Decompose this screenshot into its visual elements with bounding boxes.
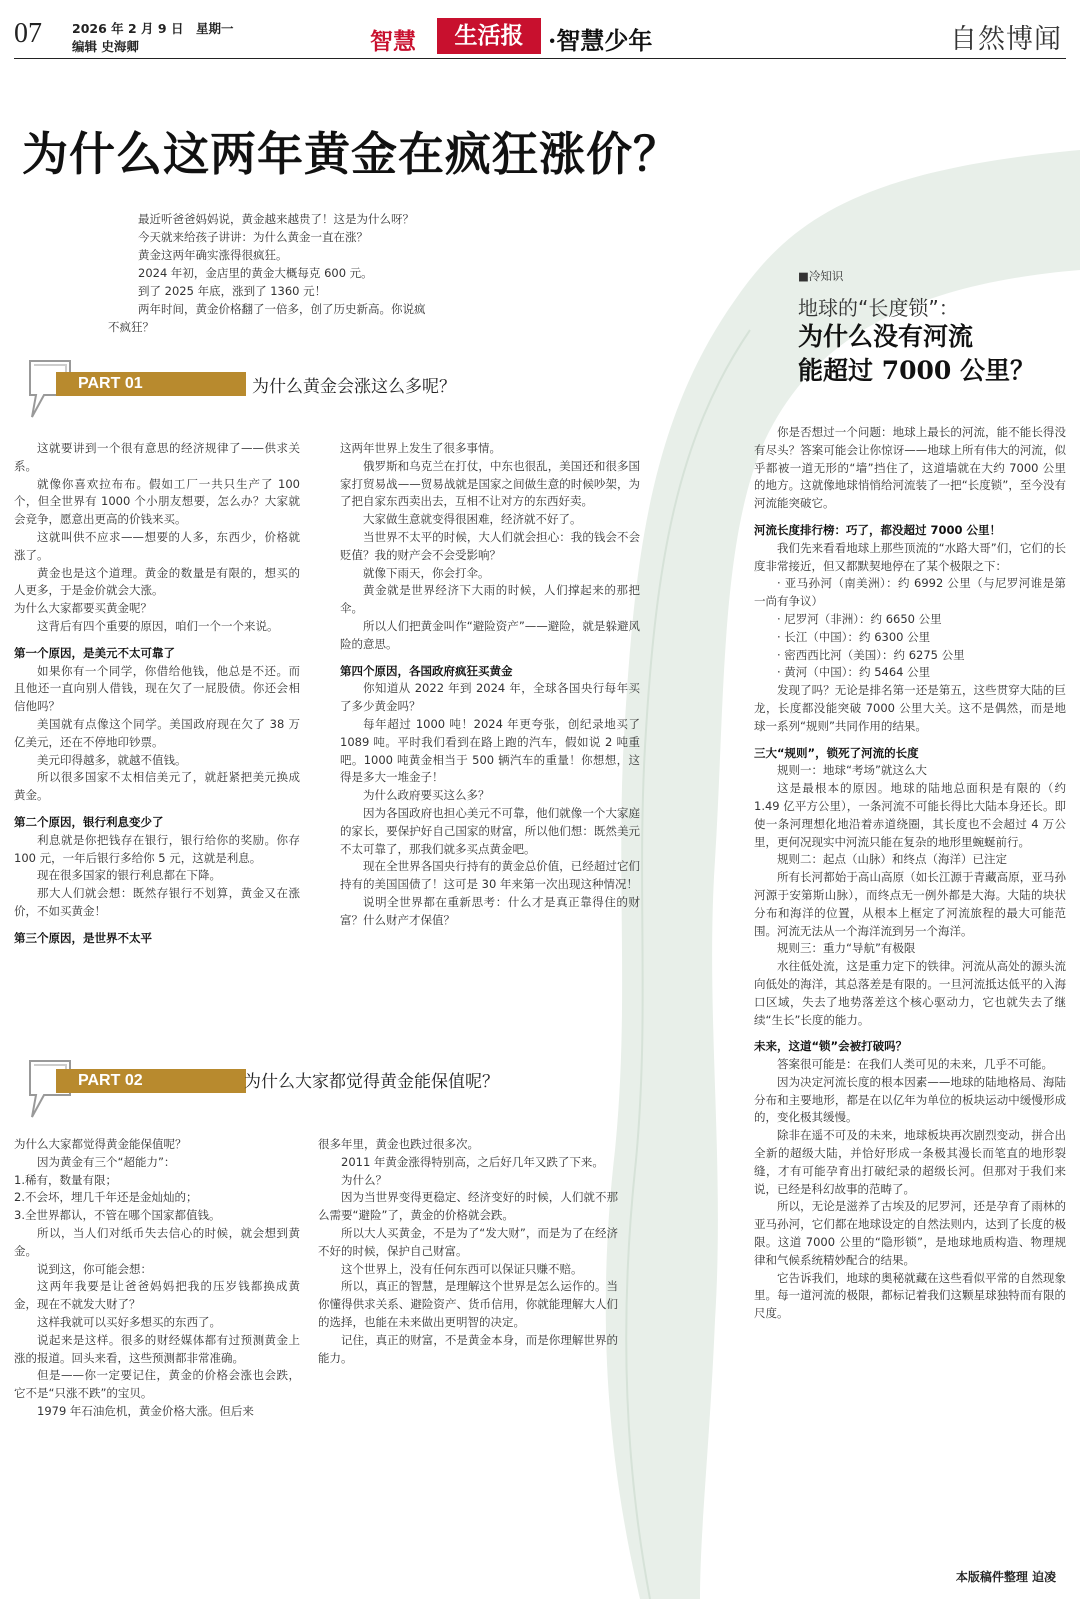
paragraph: 1979 年石油危机，黄金价格大涨。但后来 xyxy=(37,1403,254,1418)
sidebar-kicker: 地球的“长度锁”： xyxy=(798,296,959,320)
subheading: 未来，这道“锁”会被打破吗？ xyxy=(754,1039,908,1054)
paragraph: 规则三：重力“导航”有极限 xyxy=(777,941,916,956)
paragraph: 规则一：地球“考场”就这么大 xyxy=(777,763,927,778)
paragraph: 美国就有点像这个同学。美国政府现在欠了 38 万亿美元，还在不停地印钞票。 xyxy=(14,716,300,749)
paragraph: · 长江（中国）：约 6300 公里 xyxy=(777,629,931,644)
subheading: 三大“规则”，锁死了河流的长度 xyxy=(754,745,919,760)
paragraph: · 密西西比河（美国）：约 6275 公里 xyxy=(777,647,965,662)
paragraph: 所以大人买黄金，不是为了“发大财”，而是为了在经济不好的时候，保护自己财富。 xyxy=(318,1225,618,1258)
paragraph: · 亚马孙河（南美洲）：约 6992 公里（与尼罗河谁是第一尚有争议） xyxy=(754,576,1066,609)
paragraph: 说起来是这样。很多的财经媒体都有过预测黄金上涨的报道。回头来看，这些预测都非常准确。 xyxy=(14,1332,300,1365)
paragraph: 如果你有一个同学，你借给他钱，他总是不还。而且他还一直向别人借钱，现在欠了一屁股债。你还会相信他吗？ xyxy=(14,663,300,714)
page-credit: 本版稿件整理 迫凌 xyxy=(955,1570,1056,1584)
part-01-heading: 为什么黄金会涨这么多呢？ xyxy=(252,377,456,397)
paragraph: 所以人们把黄金叫作“避险资产”——避险，就是躲避风险的意思。 xyxy=(340,618,640,651)
part-02-column-2 xyxy=(318,1136,618,1367)
paragraph: 除非在遥不可及的未来，地球板块再次剧烈变动，拼合出全新的超级大陆，并恰好形成一条极其漫长而笔直的地形裂缝，才有可能孕育出打破纪录的超级长河。但那对于我们来说，已经是科幻故事的范畴了。 xyxy=(754,1128,1066,1196)
sidebar-title xyxy=(798,320,1035,388)
paragraph: 为什么？ xyxy=(341,1172,387,1187)
paragraph: 2011 年黄金涨得特别高，之后好几年又跌了下来。 xyxy=(341,1154,604,1169)
part-02-heading: 为什么大家都觉得黄金能保值呢？ xyxy=(244,1072,499,1092)
paragraph: 现在很多国家的银行利息都在下降。 xyxy=(37,868,221,883)
paragraph: 因为当世界变得更稳定、经济变好的时候，人们就不那么需要“避险”了，黄金的价格就会跌。 xyxy=(318,1190,618,1223)
sidebar-tag: ■冷知识 xyxy=(798,269,844,283)
paragraph: 这个世界上，没有任何东西可以保证只赚不赔。 xyxy=(341,1261,583,1276)
intro-line: 2024 年初，金店里的黄金大概每克 600 元。 xyxy=(138,266,373,280)
paragraph: 这是最根本的原因。地球的陆地总面积是有限的（约 1.49 亿平方公里），一条河流不可能长得比大陆本身还长。即使一条河理想化地沿着赤道绕圈，其长度也不会超过 4 万公里，更何况现实中河流只能在复杂的地形里蜿蜒前行。 xyxy=(754,781,1066,849)
part-02-label: PART 02 xyxy=(56,1069,246,1093)
paragraph: 2.不会坏，埋几千年还是金灿灿的； xyxy=(14,1190,198,1205)
paragraph: 我们先来看看地球上那些顶流的“水路大哥”们，它们的长度非常接近，但又都默契地停在了某个极限之下： xyxy=(754,540,1066,573)
page-number: 07 xyxy=(14,18,42,49)
paragraph: 所以，当人们对纸币失去信心的时候，就会想到黄金。 xyxy=(14,1225,300,1258)
paragraph: · 黄河（中国）：约 5464 公里 xyxy=(777,665,931,680)
paragraph: 3.全世界都认，不管在哪个国家都值钱。 xyxy=(14,1208,221,1223)
masthead-logo: 生活报 xyxy=(437,18,541,54)
subheading: 第四个原因，各国政府疯狂买黄金 xyxy=(340,663,513,678)
paragraph: 所以，无论是滋养了古埃及的尼罗河，还是孕育了雨林的亚马孙河，它们都在地球设定的自然法则内，达到了长度的极限。这道 7000 公里的“隐形锁”，是地球地质构造、物理规律和气候系统精妙配合的结果。 xyxy=(754,1199,1066,1267)
paragraph: 大家做生意就变得很困难，经济就不好了。 xyxy=(363,512,582,527)
paragraph: 就像下雨天，你会打伞。 xyxy=(363,565,490,580)
paragraph: · 尼罗河（非洲）：约 6650 公里 xyxy=(777,611,942,626)
issue-date: 2026 年 2 月 9 日 星期一 xyxy=(72,21,234,36)
paragraph: 这就要讲到一个很有意思的经济规律了——供求关系。 xyxy=(14,441,300,473)
paragraph: 为什么大家都要买黄金呢？ xyxy=(14,601,152,616)
paragraph: 答案很可能是：在我们人类可见的未来，几乎不可能。 xyxy=(777,1057,1053,1072)
paragraph: 这就叫供不应求——想要的人多，东西少，价格就涨了。 xyxy=(14,529,300,562)
subheading: 第二个原因，银行利息变少了 xyxy=(14,814,164,829)
paragraph: 当世界不太平的时候，大人们就会担心：我的钱会不会贬值？我的财产会不会受影响？ xyxy=(340,529,640,562)
part-02-column-1 xyxy=(14,1136,300,1421)
paragraph: 就像你喜欢拉布布。假如工厂一共只生产了 100 个，但全世界有 1000 个小朋友想要，怎么办？大家就会竞争，愿意出更高的价钱来买。 xyxy=(14,476,300,527)
paragraph: 水往低处流，这是重力定下的铁律。河流从高处的源头流向低处的海洋，其总落差是有限的。一旦河流抵达低平的入海口区域，失去了地势落差这个核心驱动力，它也就失去了继续“生长”长度的能力。 xyxy=(754,959,1066,1027)
paragraph: 因为各国政府也担心美元不可靠，他们就像一个大家庭的家长，要保护好自己国家的财富，所以他们想：既然美元不太可靠了，那我们就多买点黄金吧。 xyxy=(340,805,640,856)
paragraph: 现在全世界各国央行持有的黄金总价值，已经超过它们持有的美国国债了！这可是 30 年来第一次出现这种情况！ xyxy=(340,859,640,892)
paragraph: 因为黄金有三个“超能力”： xyxy=(37,1154,176,1169)
paragraph: 这背后有四个重要的原因，咱们一个一个来说。 xyxy=(37,618,279,633)
subheading: 河流长度排行榜：巧了，都没超过 7000 公里！ xyxy=(754,522,1002,537)
paragraph: 你是否想过一个问题：地球上最长的河流，能不能长得没有尽头？答案可能会让你惊讶——地球上所有伟大的河流，似乎都被一道无形的“墙”挡住了，这道墙就在大约 7000 公里的地方。这就像地球悄悄给河流装了一把“长度锁”，至今没有河流能突破它。 xyxy=(754,425,1066,511)
header-divider xyxy=(14,58,1066,59)
paragraph: 那大人们就会想：既然存银行不划算，黄金又在涨价，不如买黄金！ xyxy=(14,886,300,918)
paragraph: 所以，真正的智慧，是理解这个世界是怎么运作的。当你懂得供求关系、避险资产、货币信用，你就能理解大人们的选择，也能在未来做出更明智的决定。 xyxy=(318,1279,618,1329)
part-01-column-1 xyxy=(14,440,300,948)
intro-line: 黄金这两年确实涨得很疯狂。 xyxy=(138,248,288,262)
intro-line: 到了 2025 年底，涨到了 1360 元！ xyxy=(138,284,327,298)
paragraph: 为什么政府要买这么多？ xyxy=(363,788,490,803)
paragraph: 所以很多国家不太相信美元了，就赶紧把美元换成黄金。 xyxy=(14,770,300,803)
section-name: 自然博闻 xyxy=(950,24,1062,55)
paragraph: 1.稀有，数量有限； xyxy=(14,1172,117,1187)
paragraph: 黄金也是这个道理。黄金的数量是有限的，想买的人更多，于是金价就会大涨。 xyxy=(14,565,300,598)
part-01-column-2 xyxy=(340,440,640,930)
paragraph: 它告诉我们，地球的奥秘就藏在这些看似平常的自然现象里。每一道河流的极限，都标记着我们这颗星球独特而有限的尺度。 xyxy=(754,1270,1066,1321)
paragraph: 所有长河都始于高山高原（如长江源于青藏高原，亚马孙河源于安第斯山脉），而终点无一例外都是大海。大陆的块状分布和海洋的位置，从根本上框定了河流旅程的最大可能范围。河流无法从一个海洋流到另一个海洋。 xyxy=(754,870,1066,938)
subheading: 第一个原因，是美元不太可靠了 xyxy=(14,645,175,660)
sidebar-title-line: 能超过 7000 公里？ xyxy=(798,356,1035,385)
paragraph: 这样我就可以买好多想买的东西了。 xyxy=(37,1314,221,1329)
paragraph: 因为决定河流长度的根本因素——地球的陆地格局、海陆分布和主要地形，都是在以亿年为单位的板块运动中缓慢形成的，变化极其缓慢。 xyxy=(754,1074,1066,1125)
masthead-suffix: ·智慧少年 xyxy=(548,26,653,55)
paragraph: 说到这，你可能会想： xyxy=(37,1261,152,1276)
paragraph: 利息就是你把钱存在银行，银行给你的奖励。你存 100 元，一年后银行多给你 5 元，这就是利息。 xyxy=(14,832,300,865)
paragraph: 但是——你一定要记住，黄金的价格会涨也会跌，它不是“只涨不跌”的宝贝。 xyxy=(14,1368,300,1401)
part-01-label: PART 01 xyxy=(56,372,246,396)
paragraph: 每年超过 1000 吨！2024 年更夸张，创纪录地买了 1089 吨。平时我们看到在路上跑的汽车，假如说 2 吨重吧。1000 吨黄金相当于 500 辆汽车的重量！你想想，这得是多大一堆金子！ xyxy=(340,716,640,785)
paragraph: 记住，真正的财富，不是黄金本身，而是你理解世界的能力。 xyxy=(318,1332,618,1365)
paragraph: 这两年世界上发生了很多事情。 xyxy=(340,441,501,455)
intro-line: 今天就来给孩子讲讲：为什么黄金一直在涨？ xyxy=(138,230,368,244)
paragraph: 说明全世界都在重新思考：什么才是真正靠得住的财富？什么财产才保值？ xyxy=(340,894,640,927)
paragraph: 发现了吗？无论是排名第一还是第五，这些贯穿大陆的巨龙，长度都没能突破 7000 公里大关。这不是偶然，而是地球一系列“规则”共同作用的结果。 xyxy=(754,683,1066,733)
paragraph: 你知道从 2022 年到 2024 年，全球各国央行每年买了多少黄金吗？ xyxy=(340,681,640,714)
intro-line: 不疯狂？ xyxy=(108,320,154,334)
paragraph: 美元印得越多，就越不值钱。 xyxy=(37,752,187,767)
paragraph: 很多年里，黄金也跌过很多次。 xyxy=(318,1137,479,1151)
sidebar-body xyxy=(754,424,1066,1323)
page-title: 为什么这两年黄金在疯狂涨价？ xyxy=(22,127,680,181)
paragraph: 为什么大家都觉得黄金能保值呢？ xyxy=(14,1137,187,1151)
paragraph: 俄罗斯和乌克兰在打仗，中东也很乱，美国还和很多国家打贸易战——贸易战就是国家之间做生意的时候吵架，为了把自家东西卖出去，互相不让对方的东西好卖。 xyxy=(340,458,640,509)
paragraph: 黄金就是世界经济下大雨的时候，人们撑起来的那把伞。 xyxy=(340,583,640,616)
masthead-prefix: 智慧 xyxy=(370,28,416,54)
editor-credit: 编辑 史海卿 xyxy=(72,39,139,54)
subheading: 第三个原因，是世界不太平 xyxy=(14,930,152,945)
intro-line: 两年时间，黄金价格翻了一倍多，创了历史新高。你说疯 xyxy=(138,302,426,316)
intro-paragraph xyxy=(108,210,468,336)
paragraph: 这两年我要是让爸爸妈妈把我的压岁钱都换成黄金，现在不就发大财了？ xyxy=(14,1279,300,1312)
intro-line: 最近听爸爸妈妈说，黄金越来越贵了！这是为什么呀？ xyxy=(138,212,414,226)
sidebar-title-line: 为什么没有河流 xyxy=(798,322,974,351)
paragraph: 规则二：起点（山脉）和终点（海洋）已注定 xyxy=(777,852,1007,867)
